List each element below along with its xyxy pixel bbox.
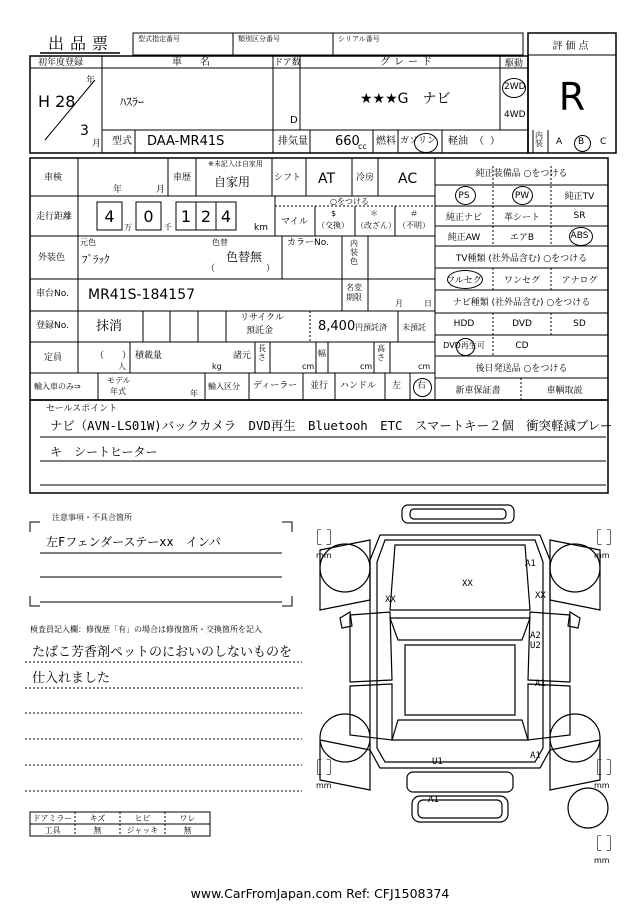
repaint-label: 色替 — [212, 238, 228, 247]
mileage-circle-note: ○をつける — [330, 197, 369, 206]
recycle-paid: 円預託済 — [355, 323, 387, 332]
km-unit: km — [254, 223, 268, 233]
mm-fl: mm — [316, 551, 332, 560]
fuel-light-oil: 軽油 — [448, 136, 468, 147]
odo-digit: 2 — [200, 206, 212, 226]
handle-label: ハンドル — [340, 381, 377, 391]
exchange-symbol: $ — [331, 209, 337, 218]
doors-label: ドア数 — [274, 58, 301, 68]
door-type: D — [290, 115, 298, 126]
odo-digit: 4 — [220, 206, 232, 226]
footer-reference: www.CarFromJapan.com Ref: CFJ1508374 — [190, 886, 450, 901]
bracket-fr-open: ［ — [586, 528, 603, 547]
car-name-label: 車 名 — [172, 57, 214, 68]
bracket-spare-open: ［ — [586, 834, 603, 853]
mark-front-right: XX — [535, 591, 546, 601]
bracket-fl-close: ］ — [326, 528, 343, 547]
shaken-year-unit: 年 — [113, 185, 123, 195]
tv-analog: アナログ — [561, 275, 598, 286]
navi-hdd: HDD — [453, 319, 475, 329]
bracket-rl-close: ］ — [326, 758, 343, 777]
legend-value: 無 — [183, 825, 192, 835]
import-label: 輸入車のみ⇒ — [34, 382, 81, 391]
model-year-unit: 年 — [190, 389, 198, 398]
height-cm: cm — [418, 362, 431, 371]
displacement-value: 660 — [335, 134, 360, 149]
bracket-rl-open: ［ — [306, 758, 323, 777]
history-note: ※未記入は自家用 — [208, 160, 263, 168]
registration-value: 抹消 — [96, 319, 123, 334]
ac-label: 冷房 — [356, 173, 375, 183]
equip-leather: 革シート — [503, 212, 540, 223]
drive-2wd: 2WD — [504, 82, 526, 92]
bracket-rr-open: ［ — [586, 758, 603, 777]
bracket-fl-open: ［ — [306, 528, 323, 547]
notes-line-1: 左Fフェンダーステーxx インパ — [46, 535, 221, 549]
mark-hood: XX — [462, 579, 473, 589]
recycle-value: 8,400 — [318, 319, 356, 334]
bracket-rr-close: ］ — [606, 758, 623, 777]
rating-label: 評価点 — [552, 40, 592, 52]
exchange-label: （交換） — [317, 221, 349, 230]
equip-airbag: エアB — [509, 232, 535, 243]
history-label: 車歴 — [173, 173, 192, 183]
grade-label: グレード — [380, 57, 436, 68]
serial-label: シリアル番号 — [338, 35, 380, 43]
drive-4wd: 4WD — [504, 110, 526, 120]
vehicle-manual: 車輌取説 — [546, 385, 583, 396]
capacity-paren: （ ） — [95, 351, 132, 361]
mark-front-left: XX — [385, 595, 396, 605]
inspector-label: 検査員記入欄：修復歴「有」の場合は修復箇所・交換箇所を記入 — [30, 625, 262, 634]
grade-value: ★★★G ナビ — [360, 91, 451, 107]
form-title: 出品票 — [48, 34, 115, 53]
interior-grade-a: A — [556, 137, 563, 147]
mark-door-u2: U2 — [530, 641, 541, 651]
interior-grade-b: B — [578, 137, 585, 147]
interior-grade-c: C — [600, 137, 607, 147]
shaken-month-unit: 月 — [156, 185, 166, 195]
shaken-label: 車検 — [44, 173, 63, 183]
odo-digit: 0 — [143, 206, 154, 226]
mark-bumper-a1: A1 — [428, 795, 439, 805]
fuel-gasoline: ガソリン — [400, 136, 437, 146]
drive-label: 駆動 — [505, 59, 524, 69]
later-shipping-title: 後日発送品 ○をつける — [475, 363, 568, 374]
color-label: 外装色 — [38, 253, 66, 263]
width-cm: cm — [360, 362, 373, 371]
recycle-unpaid: 未預託 — [402, 323, 426, 332]
legend-header: ドアミラー — [32, 813, 73, 823]
equip-genuine-tv: 純正TV — [564, 192, 595, 202]
odo-digit: 1 — [180, 206, 192, 226]
mm-rl: mm — [316, 781, 332, 790]
mark-door-a1: A1 — [535, 679, 546, 689]
altered-label: （改ざん） — [356, 221, 396, 230]
fuel-label: 燃料 — [376, 136, 396, 147]
sen-unit: 千 — [164, 223, 172, 232]
navi-dvd: DVD — [512, 319, 532, 329]
equip-pw: PW — [514, 190, 530, 201]
mark-a1-front: A1 — [525, 559, 536, 569]
shift-value: AT — [318, 171, 336, 187]
mm-spare: mm — [594, 856, 610, 865]
interior-color-label: 内装色 — [350, 239, 358, 266]
tv-fullseg: フルセグ — [446, 275, 482, 286]
inspector-line-1: たばこ芳香剤ペットのにおいのしないものを — [32, 645, 293, 660]
genuine-equip-title: 純正装備品 ○をつける — [475, 168, 568, 179]
man-unit: 万 — [124, 223, 132, 232]
import-class-label: 輸入区分 — [208, 382, 240, 391]
chassis-label: 車台No. — [36, 289, 69, 299]
load-kg: kg — [212, 362, 222, 371]
repaint-value: 色替無 — [226, 250, 263, 264]
equip-ps: PS — [458, 190, 470, 201]
repaint-paren-open: （ — [206, 264, 216, 274]
history-value: 自家用 — [214, 175, 251, 189]
fuel-paren-close: ） — [490, 136, 500, 147]
new-car-warranty: 新車保証書 — [455, 385, 501, 396]
displacement-unit: cc — [358, 142, 367, 151]
first-reg-label: 初年度登録 — [38, 58, 84, 68]
color-no-label: カラーNo. — [287, 238, 329, 248]
month-unit: 月 — [92, 139, 102, 149]
repaint-paren-close: ） — [266, 264, 276, 274]
name-change-month: 月 — [395, 299, 403, 308]
mile-option: マイル — [281, 217, 308, 227]
tv-type-title: TV種類 (社外品含む) ○をつける — [455, 253, 588, 264]
first-reg-era: H 28 — [38, 92, 76, 111]
handle-left: 左 — [392, 381, 402, 391]
orig-color-value: ﾌﾞﾗｯｸ — [82, 253, 110, 266]
mark-rear-u1: U1 — [432, 757, 443, 767]
mileage-label: 走行距離 — [36, 212, 73, 222]
model-label: 型式 — [112, 136, 132, 147]
person-unit: 人 — [118, 362, 126, 371]
import-dealer: ディーラー — [253, 381, 298, 391]
name-change-label: 名変期限 — [346, 283, 362, 302]
import-parallel: 並行 — [310, 381, 329, 391]
navi-sd: SD — [573, 319, 586, 329]
legend-header: ヒビ — [134, 813, 151, 823]
legend-header: ワレ — [179, 813, 196, 823]
legend-value: 無 — [93, 825, 102, 835]
navi-cd: CD — [515, 340, 529, 351]
width-label: 幅 — [318, 349, 326, 358]
car-name: ﾊｽﾗｰ — [120, 95, 145, 109]
sales-point-line-2: キ シートヒーター — [50, 445, 158, 459]
inspector-line-2: 仕入れました — [32, 671, 111, 686]
tv-oneseg: ワンセグ — [503, 275, 540, 286]
bracket-fr-close: ］ — [606, 528, 623, 547]
length-label: 長さ — [258, 344, 266, 362]
unknown-label: （不明） — [398, 221, 430, 230]
mark-door-a2: A2 — [530, 631, 541, 641]
year-unit: 年 — [86, 76, 96, 86]
category-label: 類別区分番号 — [238, 35, 280, 43]
unknown-symbol: ＃ — [410, 209, 418, 218]
sales-point-line-1: ナビ（AVN-LS01W)バックカメラ DVD再生 Bluetooh ETC スマートキー２個 衝突軽減ブレー — [50, 418, 613, 433]
legend-value: ジャッキ — [126, 825, 159, 835]
load-label: 積載量 — [135, 351, 163, 361]
rating-value: R — [558, 75, 586, 119]
odo-digit: 4 — [104, 206, 115, 226]
shift-label: シフト — [274, 173, 302, 183]
notes-label: 注意事項・不具合箇所 — [52, 513, 132, 522]
capacity-label: 定員 — [44, 353, 63, 363]
sales-point-label: セールスポイント — [46, 404, 118, 414]
model-year-label-2: 年式 — [110, 387, 126, 396]
orig-color-label: 元色 — [80, 238, 96, 247]
displacement-label: 排気量 — [278, 136, 308, 147]
navi-type-title: ナビ種類 (社外品含む) ○をつける — [452, 298, 591, 308]
ac-value: AC — [398, 171, 418, 187]
chassis-value: MR41S-184157 — [88, 287, 196, 303]
recycle-label: リサイクル — [240, 313, 284, 323]
altered-symbol: ＊ — [370, 209, 378, 218]
model-year-label: モデル — [107, 376, 131, 385]
equip-abs: ABS — [570, 231, 589, 241]
fuel-paren-open: （ — [474, 136, 484, 147]
first-reg-month: 3 — [80, 123, 89, 139]
mark-rear-a1: A1 — [530, 751, 541, 761]
navi-dvd-play: DVD再生可 — [443, 341, 485, 350]
mm-rr: mm — [594, 781, 610, 790]
equip-genuine-aw: 純正AW — [447, 232, 481, 243]
mm-fr: mm — [594, 551, 610, 560]
legend-value: 工具 — [44, 825, 61, 835]
length-cm: cm — [302, 362, 315, 371]
height-label: 高さ — [377, 344, 385, 362]
equip-genuine-navi: 純正ナビ — [445, 212, 482, 223]
legend-header: キズ — [89, 813, 106, 823]
handle-right: 右 — [417, 381, 427, 391]
type-designation-label: 型式指定番号 — [138, 35, 180, 43]
model-value: DAA-MR41S — [147, 134, 225, 149]
registration-label: 登録No. — [36, 321, 69, 331]
interior-label: 内装 — [535, 131, 543, 149]
equip-sr: SR — [573, 211, 586, 221]
name-change-day: 日 — [424, 299, 432, 308]
bracket-spare-close: ］ — [606, 834, 623, 853]
car-damage-diagram — [300, 500, 623, 830]
recycle-label-2: 預託金 — [246, 326, 274, 336]
dims-label: 諸元 — [233, 351, 252, 361]
